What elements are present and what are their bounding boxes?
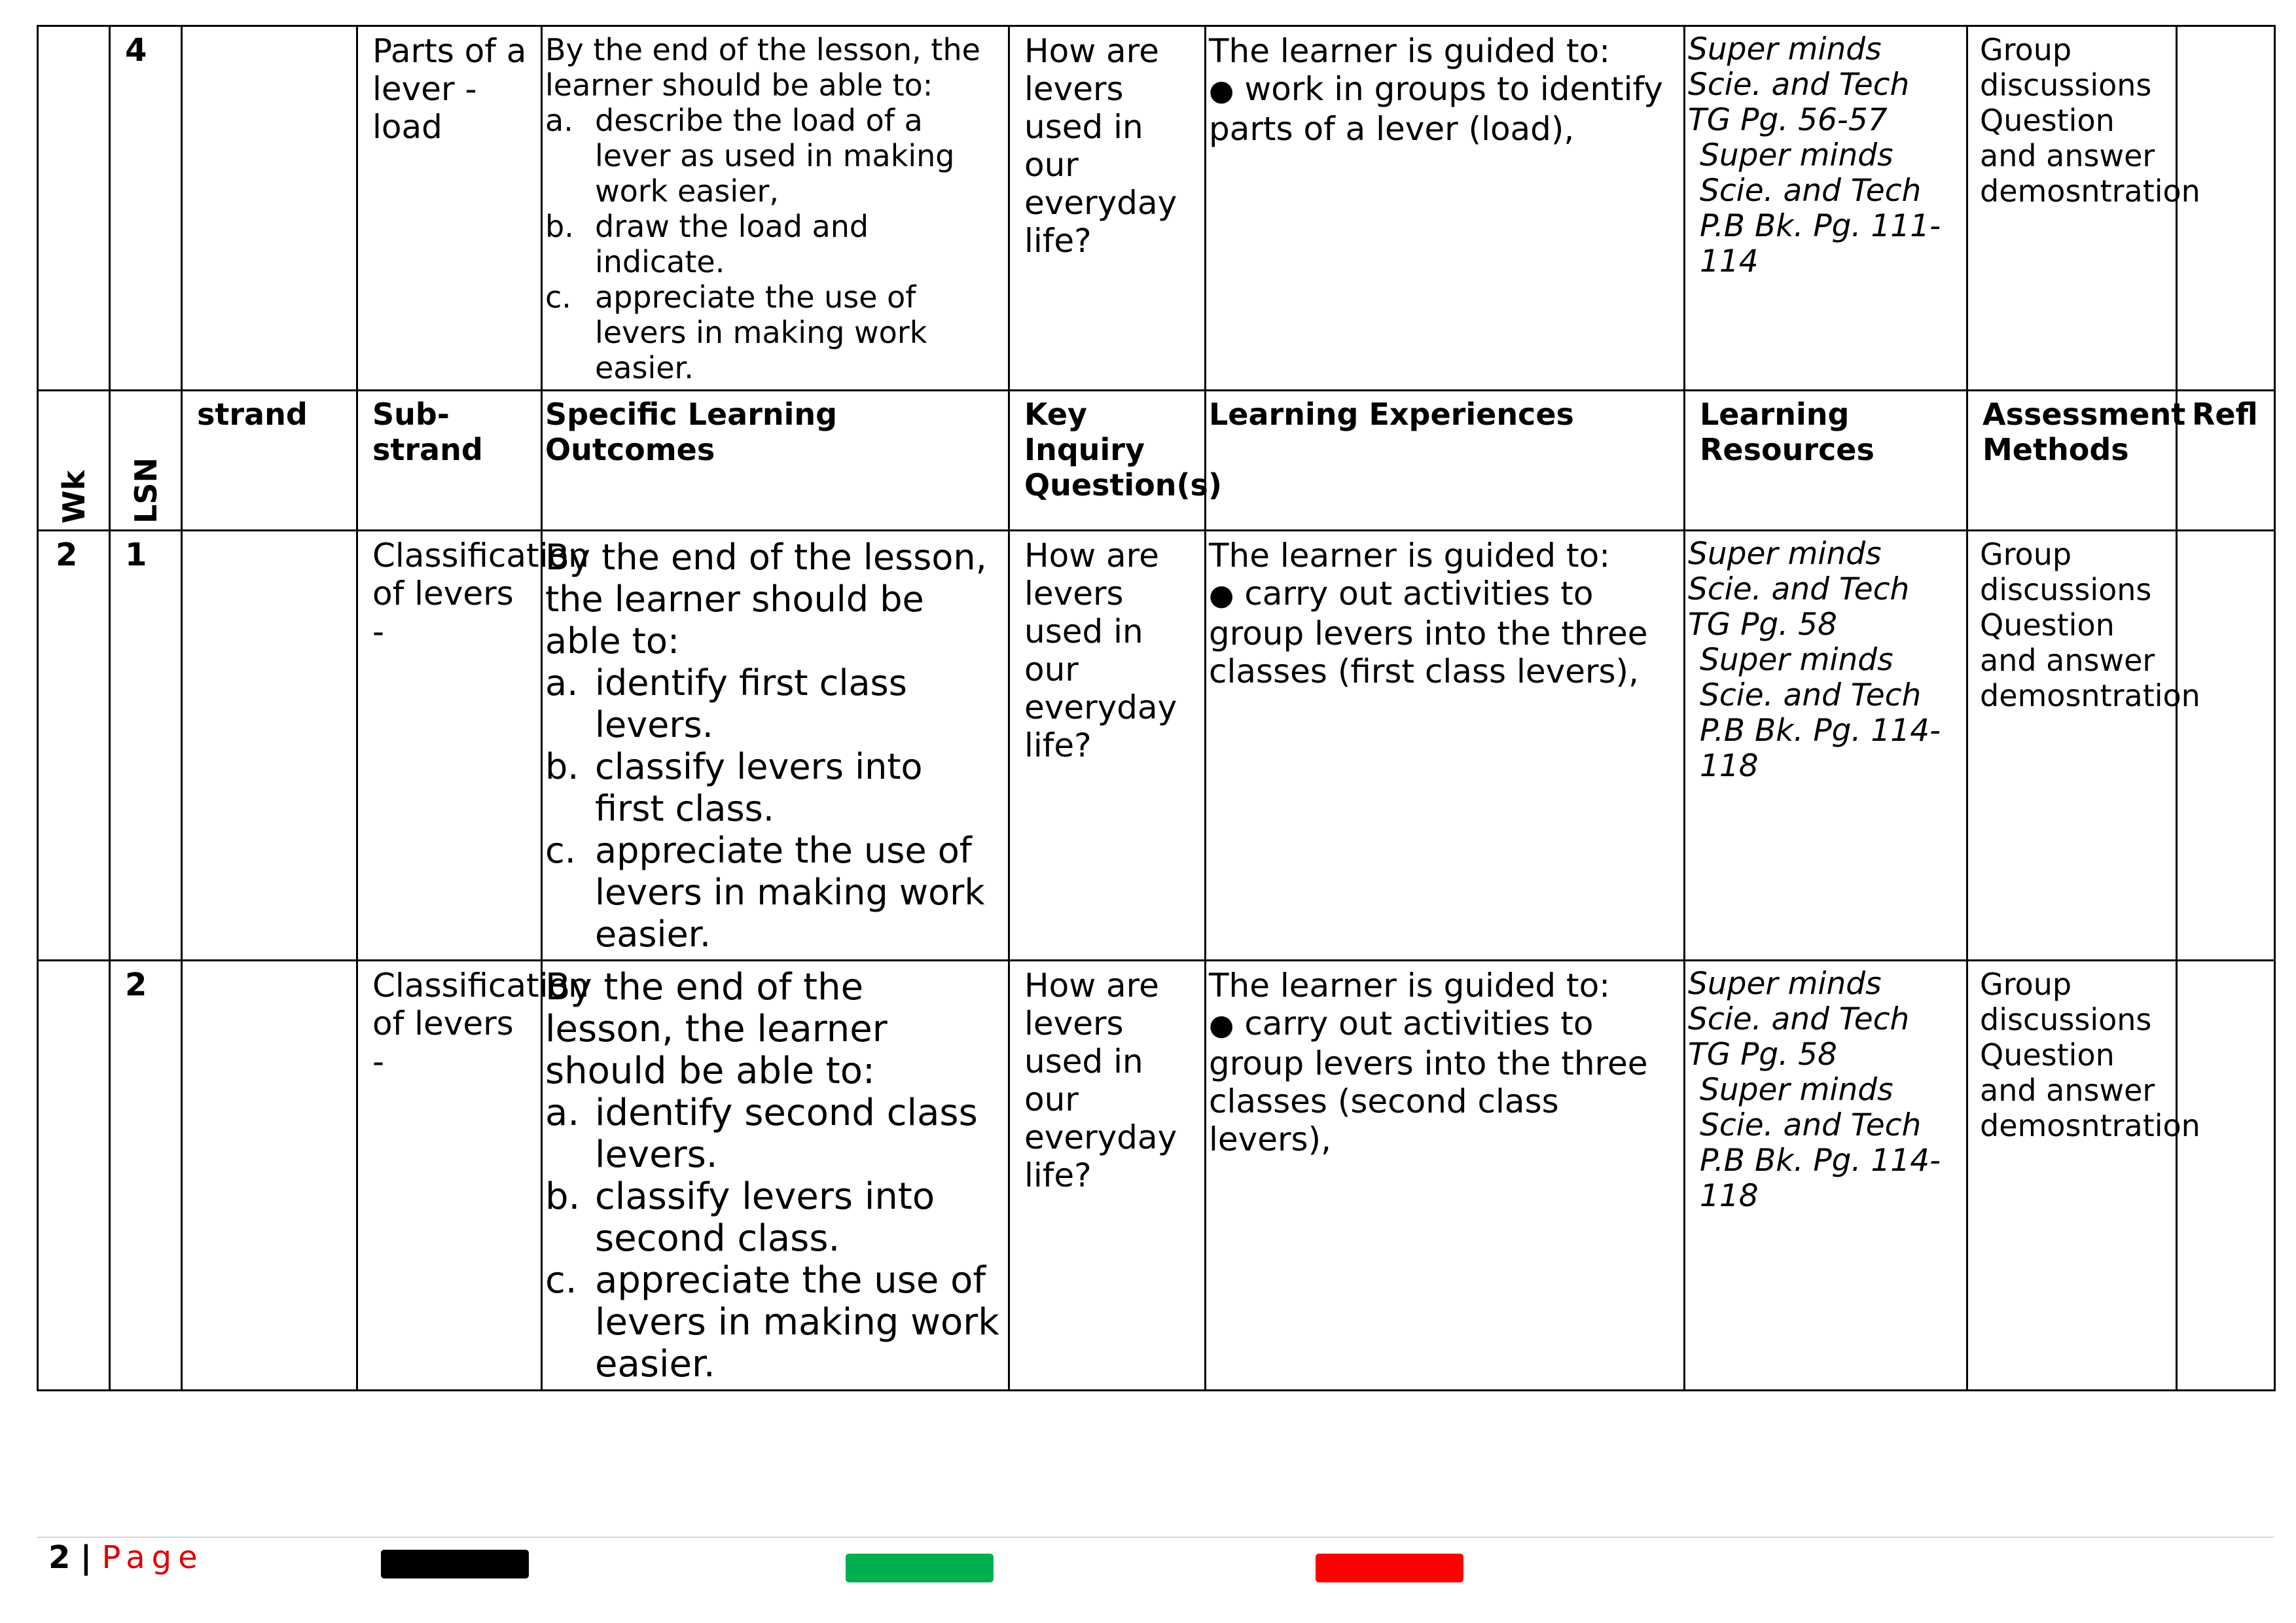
outcome-item: b. classify levers into second class.	[545, 1175, 935, 1260]
substrand-cell: Parts of a lever - load	[357, 26, 542, 391]
resource-tg: Super minds Scie. and Tech TG Pg. 58	[1688, 536, 1910, 643]
table-row	[38, 961, 2275, 1391]
experiences-intro: The learner is guided to:	[1209, 32, 1611, 70]
experiences-cell	[1206, 961, 1685, 1391]
header-inquiry: Key Inquiry Question(s)	[1009, 391, 1206, 531]
lesson-cell: 4	[110, 26, 182, 391]
experiences-intro: The learner is guided to:	[1209, 537, 1611, 575]
outcome-item: c. appreciate the use of levers in making work easier.	[545, 279, 927, 385]
page-label: Page	[101, 1539, 204, 1576]
header-outcomes: Specific Learning Outcomes	[542, 391, 1009, 531]
header-reflection: Refl	[2177, 391, 2275, 531]
assessment-cell: Group discussions Question and answer demosntration	[1967, 961, 2177, 1391]
lesson-cell: 1	[110, 531, 182, 961]
experiences-intro: The learner is guided to:	[1209, 967, 1611, 1005]
resource-pb: Super minds Scie. and Tech P.B Bk. Pg. 114-118	[1700, 642, 1941, 784]
header-resources: Learning Resources	[1685, 391, 1967, 531]
flag-stripe-black	[381, 1550, 529, 1578]
resource-pb: Super minds Scie. and Tech P.B Bk. Pg. 111-114	[1700, 137, 1941, 279]
resources-cell	[1685, 26, 1967, 391]
page-footer	[48, 1539, 204, 1576]
inquiry-cell: How are levers used in our everyday life?	[1009, 26, 1206, 391]
week-cell	[38, 26, 110, 391]
outcomes-cell	[542, 26, 1009, 391]
experience-item: ● carry out activities to group levers into the three classes (second class levers),	[1209, 1005, 1648, 1158]
week-cell: 2	[38, 531, 110, 961]
header-lesson: LSN	[110, 391, 182, 531]
resources-cell	[1685, 531, 1967, 961]
bullet-icon: ●	[1209, 1008, 1234, 1042]
inquiry-cell: How are levers used in our everyday life?	[1009, 531, 1206, 961]
bullet-icon: ●	[1209, 74, 1234, 107]
reflection-cell	[2177, 531, 2275, 961]
substrand-cell: Classification of levers -	[357, 531, 542, 961]
outcome-item: b. draw the load and indicate.	[545, 209, 869, 279]
table-row	[38, 531, 2275, 961]
experiences-cell	[1206, 531, 1685, 961]
strand-cell	[182, 26, 357, 391]
outcome-item: a. describe the load of a lever as used in making work easier,	[545, 103, 955, 209]
outcome-item: a. identify second class levers.	[545, 1092, 978, 1176]
header-strand: strand	[182, 391, 357, 531]
outcome-item: a. identify first class levers.	[545, 662, 907, 745]
header-assessment: Assessment Methods	[1967, 391, 2177, 531]
scheme-table	[37, 25, 2276, 1391]
strand-cell	[182, 531, 357, 961]
experience-item: ● work in groups to identify parts of a lever (load),	[1209, 70, 1663, 148]
footer-rule	[37, 1537, 2274, 1538]
outcomes-cell	[542, 961, 1009, 1391]
outcomes-intro: By the end of the lesson, the learner should be able to:	[545, 537, 987, 662]
table-row	[38, 26, 2275, 391]
resources-cell	[1685, 961, 1967, 1391]
outcome-item: c. appreciate the use of levers in making work easier.	[545, 830, 985, 955]
header-experiences: Learning Experiences	[1206, 391, 1685, 531]
scheme-of-work-sheet	[37, 25, 2274, 1391]
page-number: 2	[48, 1539, 71, 1576]
outcome-item: b. classify levers into first class.	[545, 746, 923, 829]
outcomes-cell	[542, 531, 1009, 961]
assessment-cell: Group discussions Question and answer demosntration	[1967, 531, 2177, 961]
outcome-item: c. appreciate the use of levers in making work easier.	[545, 1259, 999, 1385]
reflection-cell	[2177, 961, 2275, 1391]
experiences-cell	[1206, 26, 1685, 391]
header-row	[38, 391, 2275, 531]
experience-item: ● carry out activities to group levers into the three classes (first class levers),	[1209, 575, 1648, 690]
header-week: Wk	[38, 391, 110, 531]
strand-cell	[182, 961, 357, 1391]
resource-tg: Super minds Scie. and Tech TG Pg. 56-57	[1688, 31, 1910, 138]
header-substrand: Sub-strand	[357, 391, 542, 531]
footer-separator: |	[80, 1539, 92, 1576]
substrand-cell: Classification of levers -	[357, 961, 542, 1391]
assessment-cell: Group discussions Question and answer demosntration	[1967, 26, 2177, 391]
inquiry-cell: How are levers used in our everyday life?	[1009, 961, 1206, 1391]
bullet-icon: ●	[1209, 579, 1234, 612]
week-cell	[38, 961, 110, 1391]
flag-stripe-red	[1316, 1554, 1463, 1582]
outcomes-intro: By the end of the lesson, the learner should be able to:	[545, 32, 980, 103]
flag-stripe-green	[846, 1554, 994, 1582]
resource-pb: Super minds Scie. and Tech P.B Bk. Pg. 114-118	[1700, 1072, 1941, 1214]
lesson-cell: 2	[110, 961, 182, 1391]
outcomes-intro: By the end of the lesson, the learner should be able to:	[545, 966, 888, 1092]
resource-tg: Super minds Scie. and Tech TG Pg. 58	[1688, 966, 1910, 1073]
